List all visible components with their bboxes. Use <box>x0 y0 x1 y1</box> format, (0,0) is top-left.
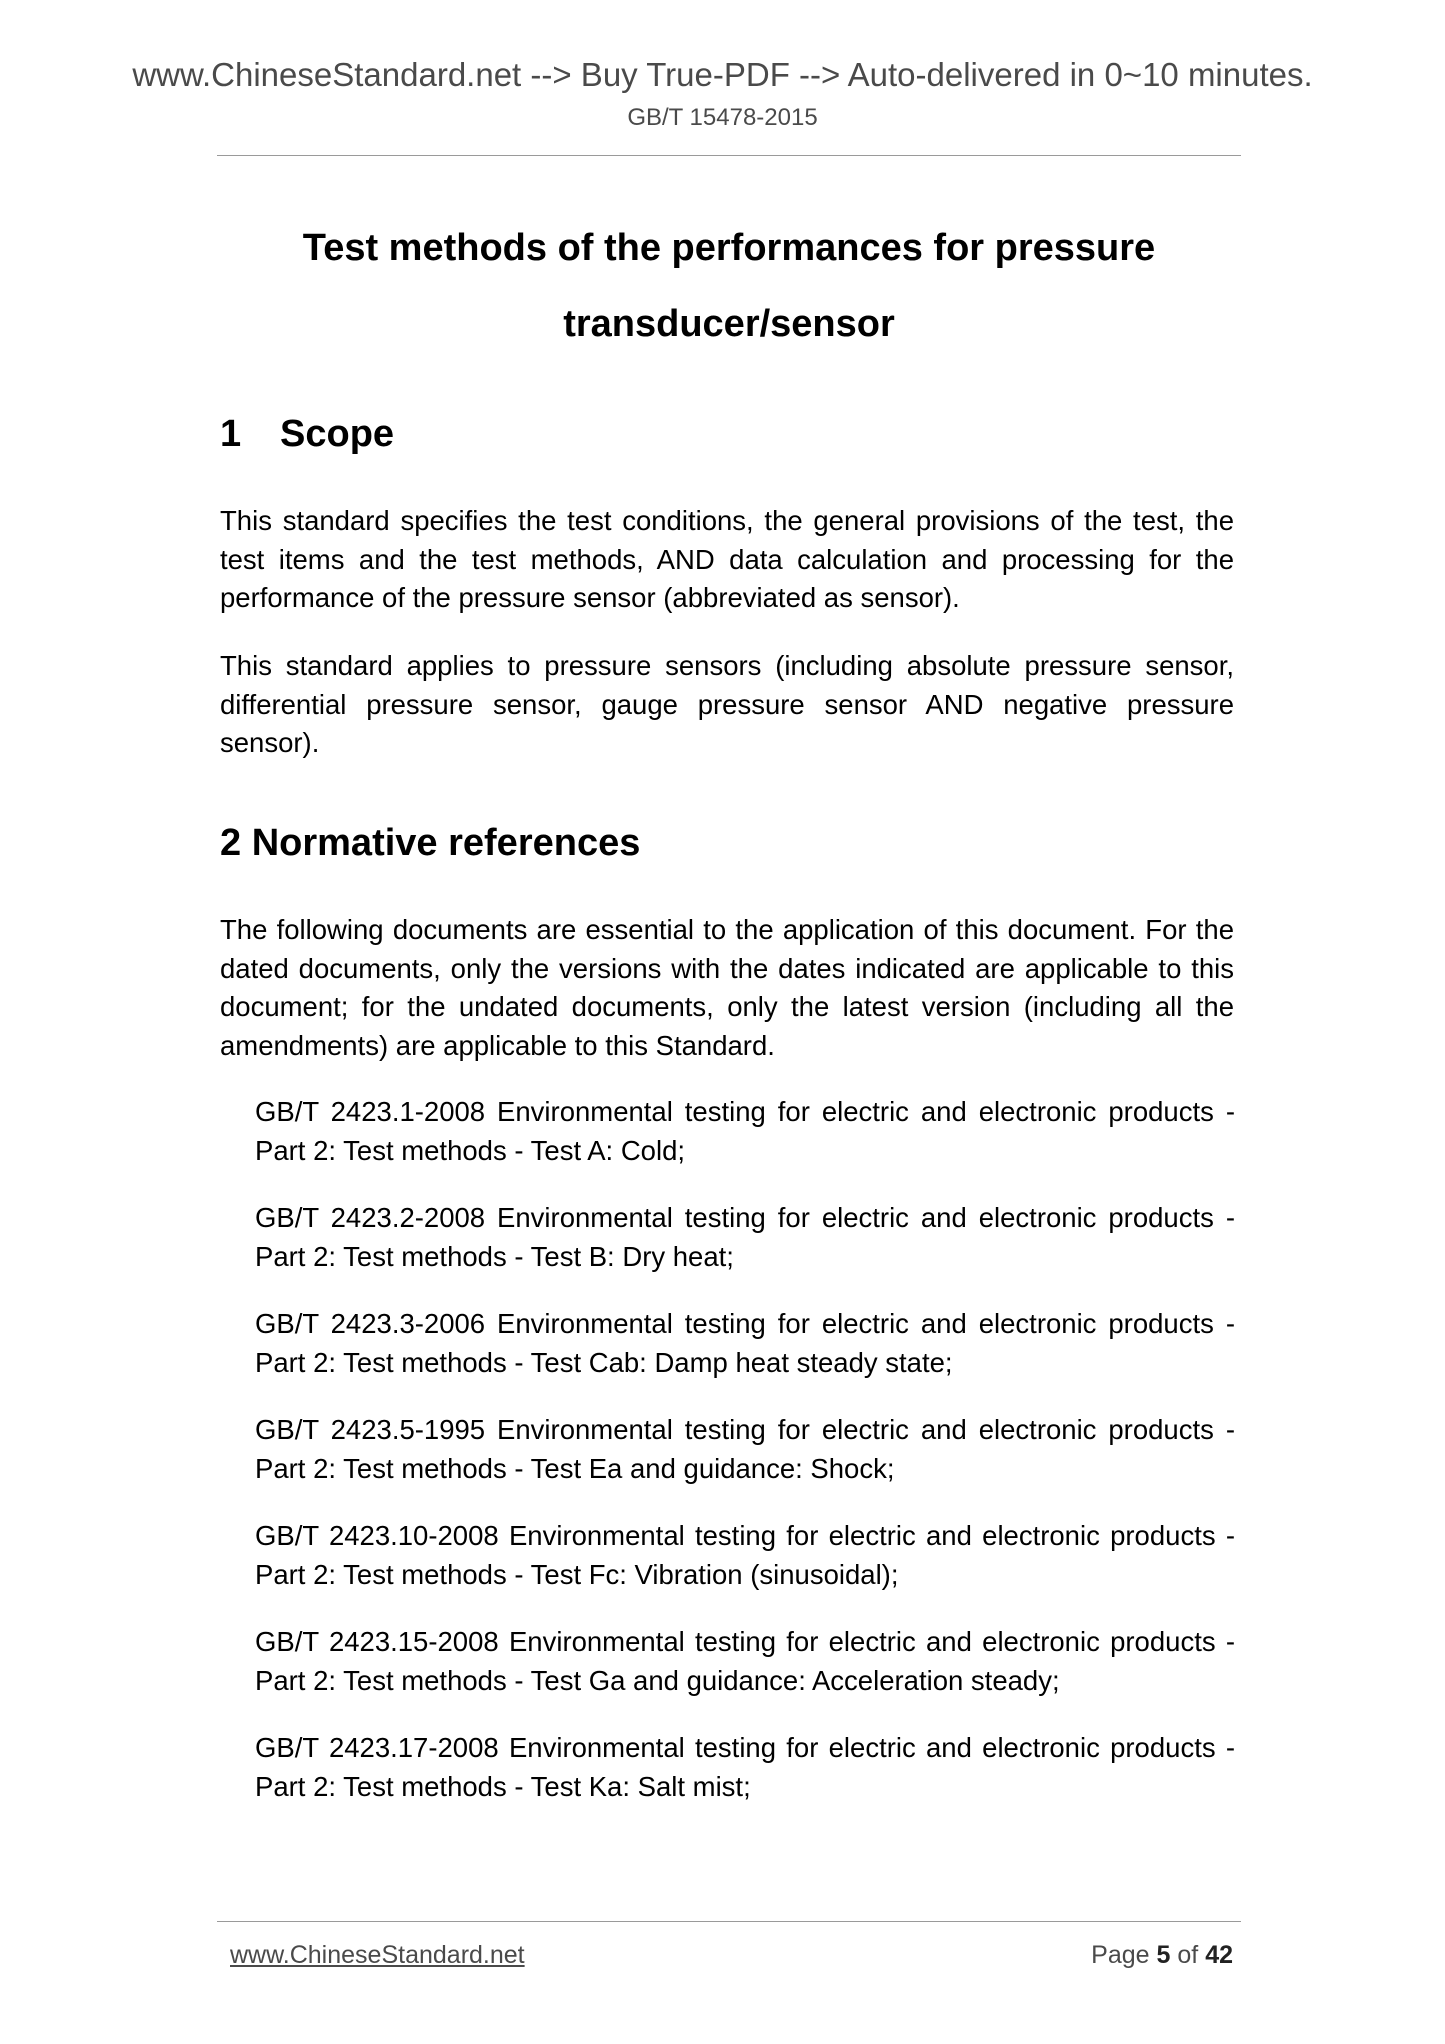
footer-site-link[interactable]: www.ChineseStandard.net <box>230 1941 525 1969</box>
current-page: 5 <box>1156 1941 1171 1969</box>
title-line-1: Test methods of the performances for pressure <box>302 227 1156 269</box>
references-intro-paragraph: The following documents are essential to the application of this document. For the dated documents, only the versions with the dates indicated are applicable to this document; for the undated documents, only the latest version (including all the amendments) are applicable to this Standard. <box>220 914 1234 1061</box>
scope-paragraph-1: This standard specifies the test conditions, the general provisions of the test, the test items and the test methods, AND data calculation and processing for the performance of the pressure sensor (abbreviated as sensor). <box>220 505 1234 613</box>
document-title <box>217 210 1241 362</box>
footer-divider <box>217 1921 1241 1922</box>
section-1-heading <box>220 415 394 453</box>
reference-item: GB/T 2423.5-1995 Environmental testing for electric and electronic products - Part 2: Test methods - Test Ea and guidance: Shock; <box>255 1414 1235 1484</box>
section-title: Normative references <box>251 822 641 864</box>
header-banner: www.ChineseStandard.net --> Buy True-PDF --> Auto-delivered in 0~10 minutes. <box>132 56 1313 93</box>
reference-item: GB/T 2423.15-2008 Environmental testing for electric and electronic products - Part 2: Test methods - Test Ga and guidance: Acceleration steady; <box>255 1626 1235 1696</box>
scope-paragraph-2: This standard applies to pressure sensors (including absolute pressure sensor, differential pressure sensor, gauge pressure sensor AND negative pressure sensor). <box>220 650 1234 758</box>
reference-item: GB/T 2423.17-2008 Environmental testing for electric and electronic products - Part 2: Test methods - Test Ka: Salt mist; <box>255 1732 1235 1802</box>
standard-id: GB/T 15478-2015 <box>627 104 818 131</box>
of-word: of <box>1177 1941 1199 1969</box>
section-number: 1 <box>220 413 242 455</box>
total-pages: 42 <box>1205 1941 1233 1969</box>
page-word: Page <box>1091 1941 1150 1969</box>
title-line-2: transducer/sensor <box>563 303 895 345</box>
header-divider <box>217 155 1241 156</box>
reference-item: GB/T 2423.3-2006 Environmental testing for electric and electronic products - Part 2: Test methods - Test Cab: Damp heat steady state; <box>255 1308 1235 1378</box>
section-2-heading <box>220 824 640 862</box>
page-indicator <box>1091 1941 1233 1970</box>
reference-item: GB/T 2423.1-2008 Environmental testing for electric and electronic products - Part 2: Test methods - Test A: Cold; <box>255 1096 1235 1166</box>
reference-item: GB/T 2423.10-2008 Environmental testing for electric and electronic products - Part 2: Test methods - Test Fc: Vibration (sinusoidal); <box>255 1520 1235 1590</box>
reference-item: GB/T 2423.2-2008 Environmental testing for electric and electronic products - Part 2: Test methods - Test B: Dry heat; <box>255 1202 1235 1272</box>
section-title: Scope <box>280 413 395 455</box>
section-number: 2 <box>220 822 242 864</box>
